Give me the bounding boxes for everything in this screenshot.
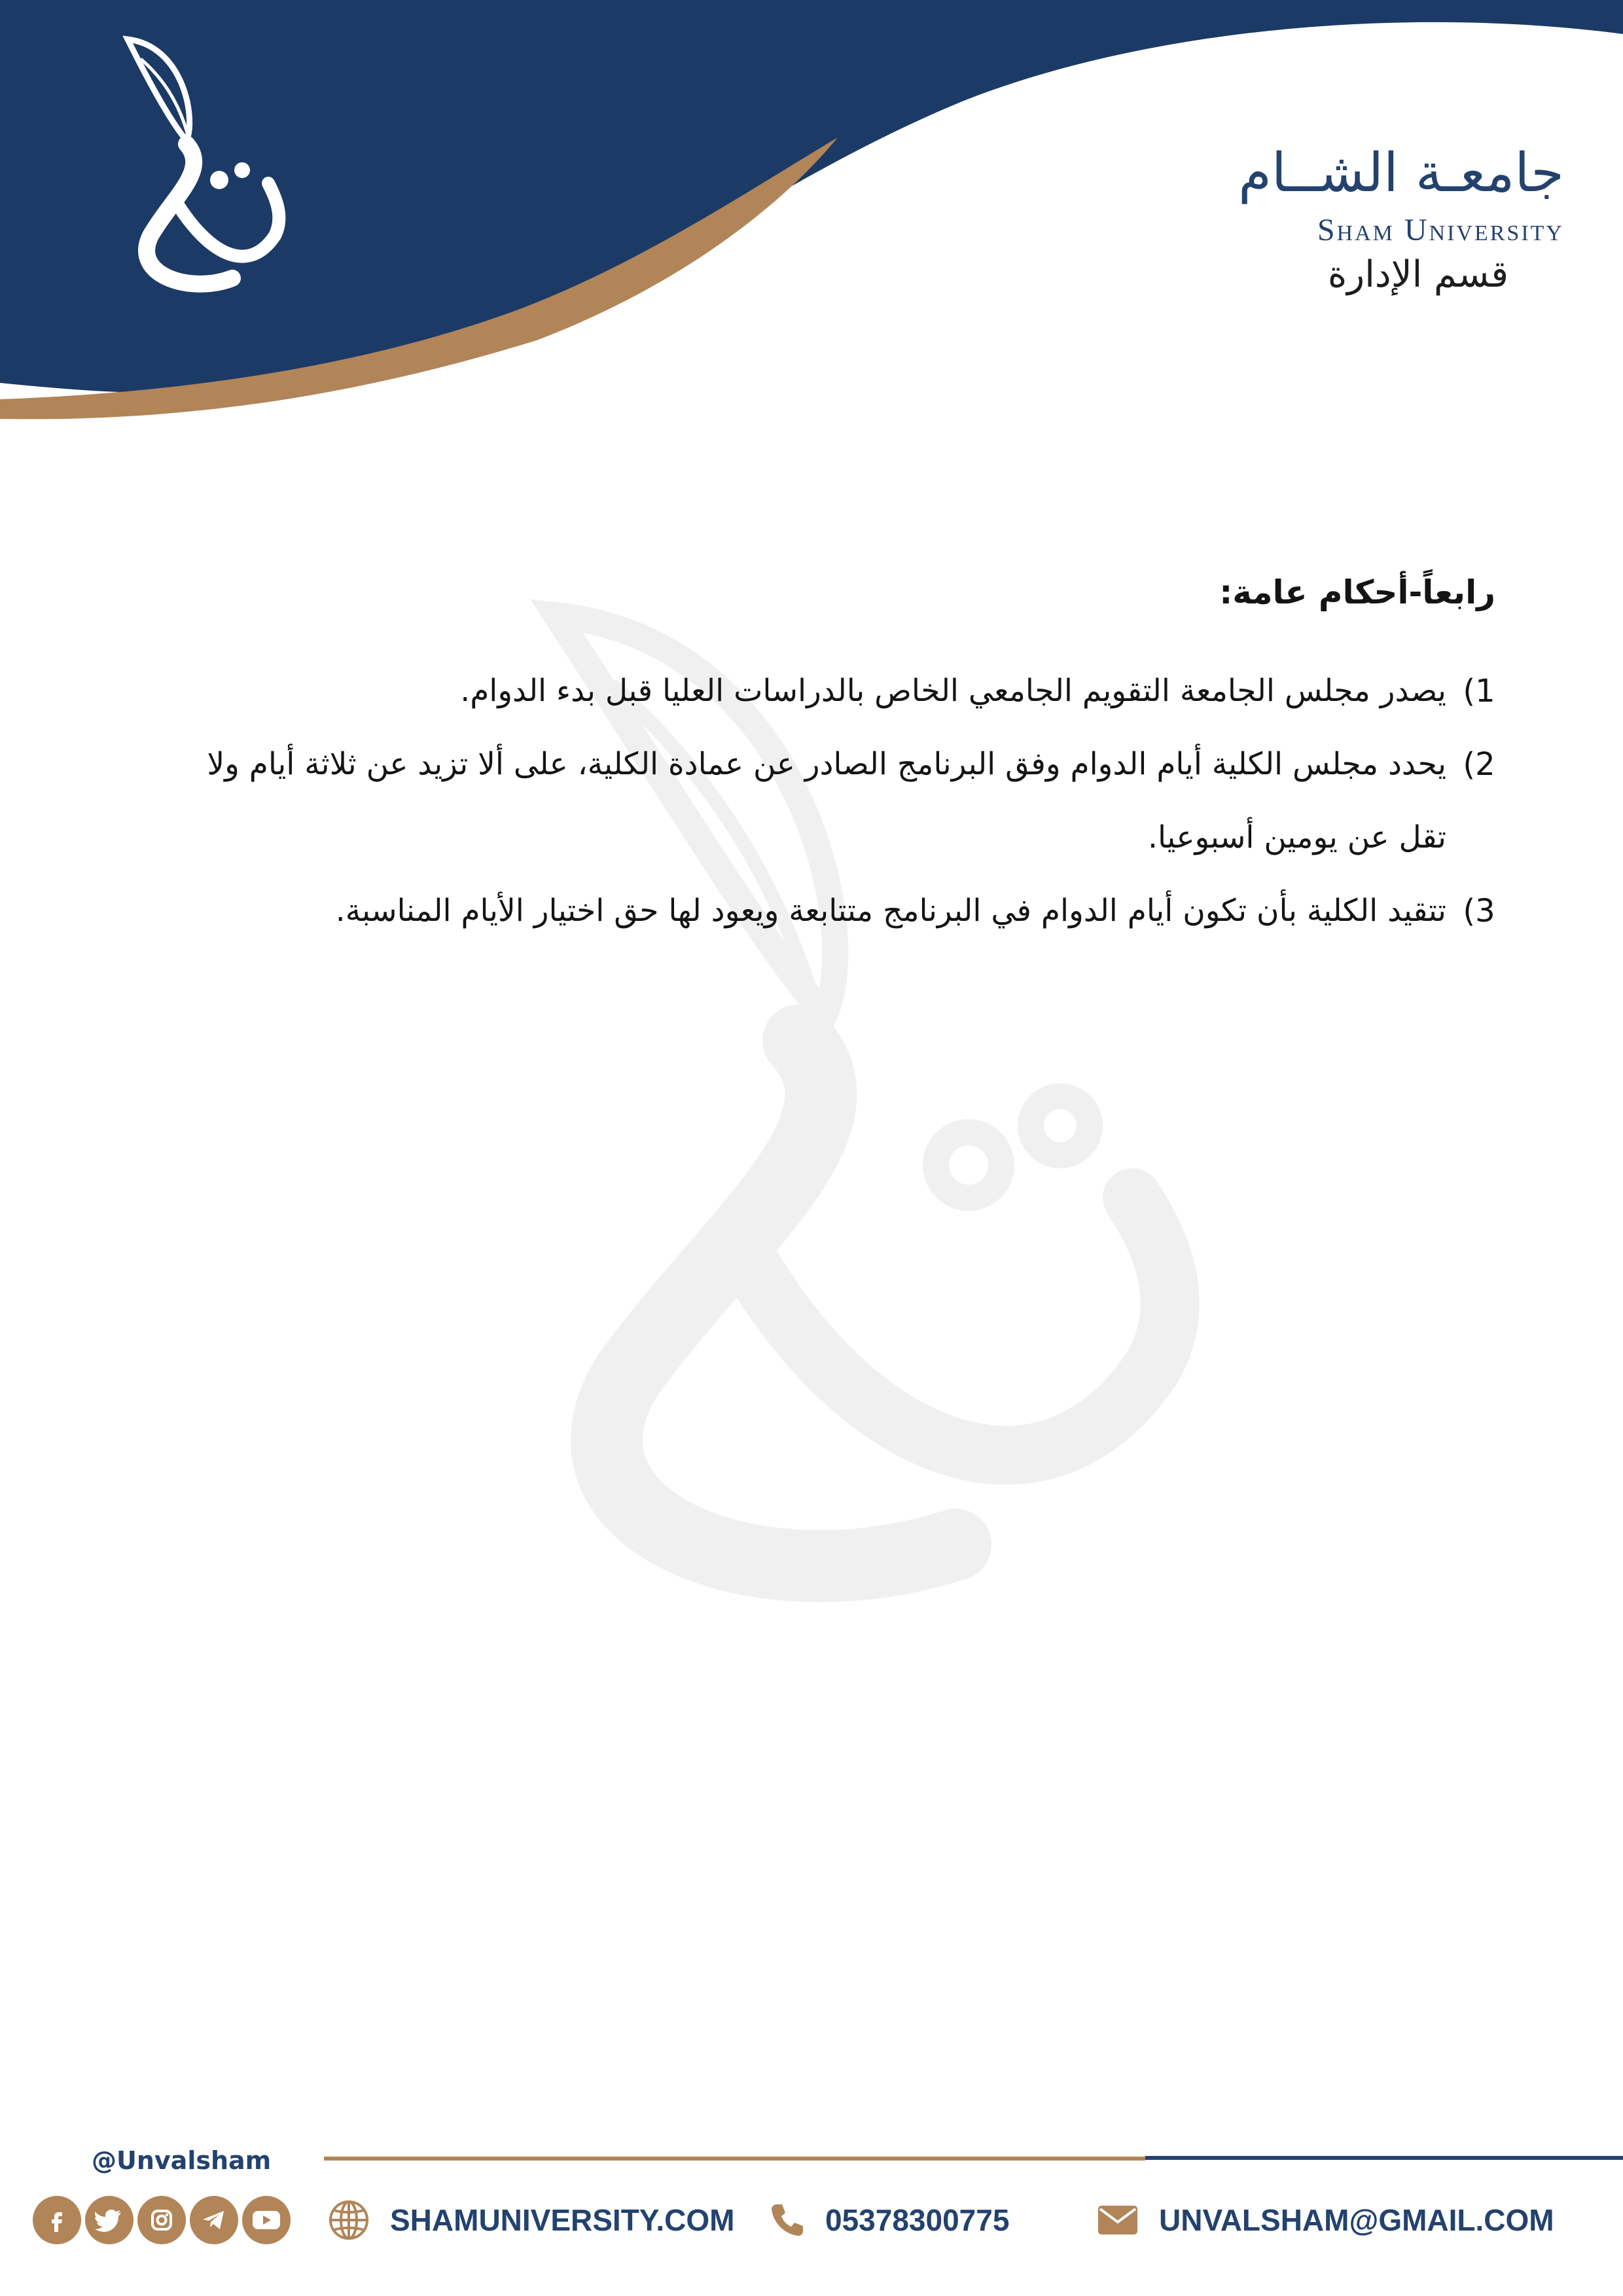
university-name-block [1106, 141, 1564, 253]
document-body [167, 563, 1512, 948]
item-number: 3) [1463, 893, 1495, 929]
email-contact[interactable] [1096, 2196, 1554, 2244]
item-text: يحدد مجلس الكلية أيام الدوام وفق البرنامج الصادر عن عمادة الكلية، على ألا تزيد عن ثلاثة أيام ولا تقل عن يومين أسبوعيا. [207, 746, 1446, 855]
facebook-icon[interactable] [33, 2196, 81, 2244]
phone-contact[interactable] [769, 2196, 1009, 2244]
footer [0, 2134, 1623, 2296]
email-text: UNVALSHAM@GMAIL.COM [1159, 2203, 1554, 2237]
social-links [33, 2196, 291, 2244]
list-item [167, 874, 1512, 948]
youtube-icon[interactable] [242, 2196, 291, 2244]
social-handle[interactable]: @Unvalsham [92, 2146, 272, 2175]
phone-icon [769, 2202, 806, 2238]
footer-divider-navy [1145, 2156, 1623, 2160]
section-title: رابعاً-أحكام عامة: [1219, 573, 1495, 611]
item-text: تتقيد الكلية بأن تكون أيام الدوام في البرنامج متتابعة ويعود لها حق اختيار الأيام المناسبة. [335, 893, 1446, 929]
globe-icon [327, 2198, 370, 2242]
university-name-arabic: جامعـة الشــام [1238, 142, 1564, 204]
item-text: يصدر مجلس الجامعة التقويم الجامعي الخاص بالدراسات العليا قبل بدء الدوام. [460, 673, 1446, 709]
website-contact[interactable] [327, 2196, 734, 2244]
footer-divider-gold [324, 2157, 1145, 2161]
instagram-icon[interactable] [137, 2196, 186, 2244]
website-text: SHAMUNIVERSITY.COM [390, 2203, 735, 2237]
department-name: قسم الإدارة [1327, 253, 1508, 296]
university-logo [111, 20, 294, 295]
phone-text: 05378300775 [825, 2203, 1010, 2237]
envelope-icon [1096, 2204, 1139, 2236]
university-name-english: Sham University [1317, 213, 1564, 247]
item-number: 2) [1463, 746, 1495, 783]
list-item [167, 728, 1512, 874]
list-item [167, 655, 1512, 728]
telegram-icon[interactable] [190, 2196, 238, 2244]
twitter-icon[interactable] [85, 2196, 134, 2244]
item-number: 1) [1463, 673, 1495, 709]
provisions-list [167, 655, 1512, 948]
